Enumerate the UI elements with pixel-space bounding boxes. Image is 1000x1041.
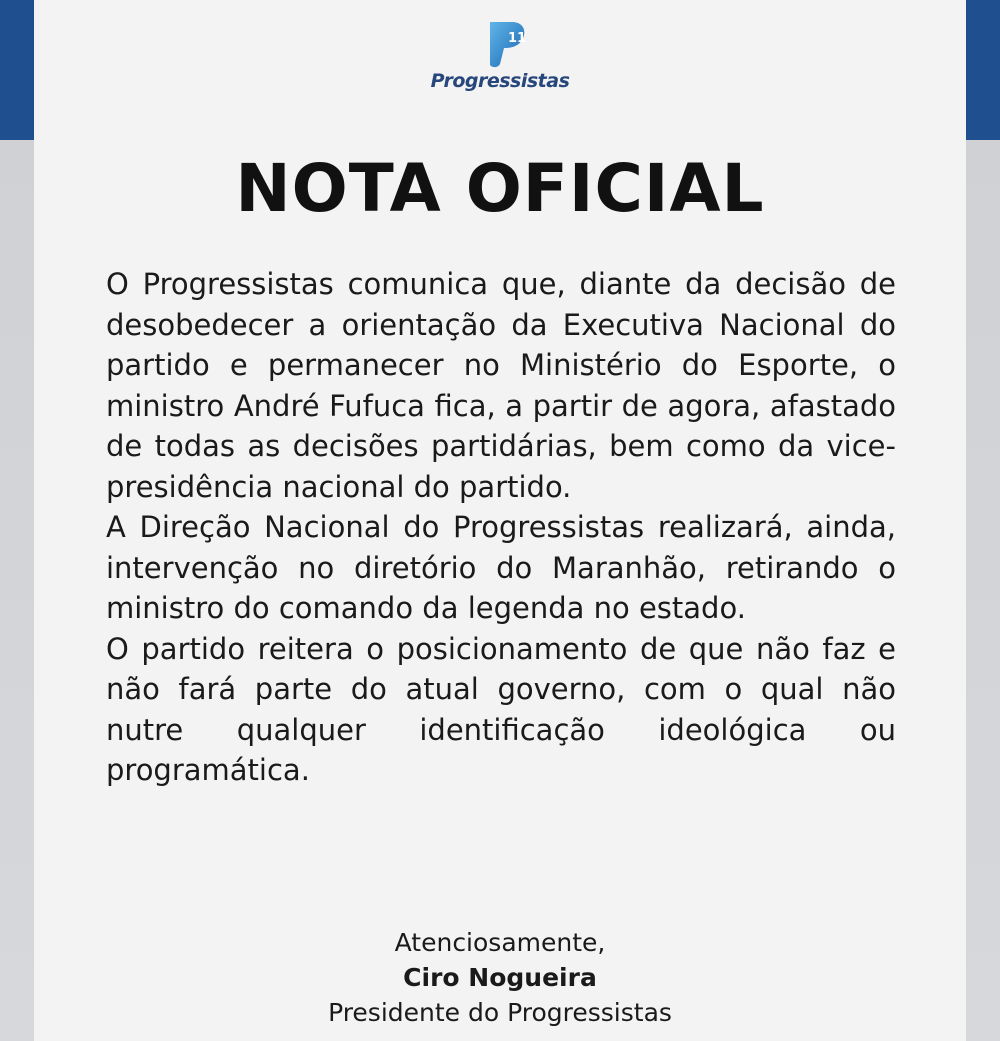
signature-name: Ciro Nogueira [403,963,597,992]
svg-text:11: 11 [508,31,527,46]
paragraph-3: O partido reitera o posicionamento de que não faz e não fará parte do atual governo, com o qual não nutre qualquer identificação ideológica ou programática. [106,631,896,787]
signature-block [0,925,1000,1030]
signature-role: Presidente do Progressistas [328,998,672,1027]
note-body [106,264,896,791]
paragraph-1: O Progressistas comunica que, diante da decisão de desobedecer a orientação da Executiva Nacional do partido e permanecer no Ministério do Esporte, o ministro André Fufuca fica, a partir de agora, afastado de todas as decisões partidárias, bem como da vice-presidência nacional do partido. [106,267,896,504]
party-p-logo-icon [482,18,528,70]
document-title: NOTA OFICIAL [235,150,765,227]
paragraph-2: A Direção Nacional do Progressistas realizará, ainda, intervenção no diretório do Maranhão, retirando o ministro do comando da legenda no estado. [106,510,896,625]
progressistas-logo [420,18,580,98]
logo-wordmark: Progressistas [430,70,570,92]
signature-closing: Atenciosamente, [394,928,606,957]
